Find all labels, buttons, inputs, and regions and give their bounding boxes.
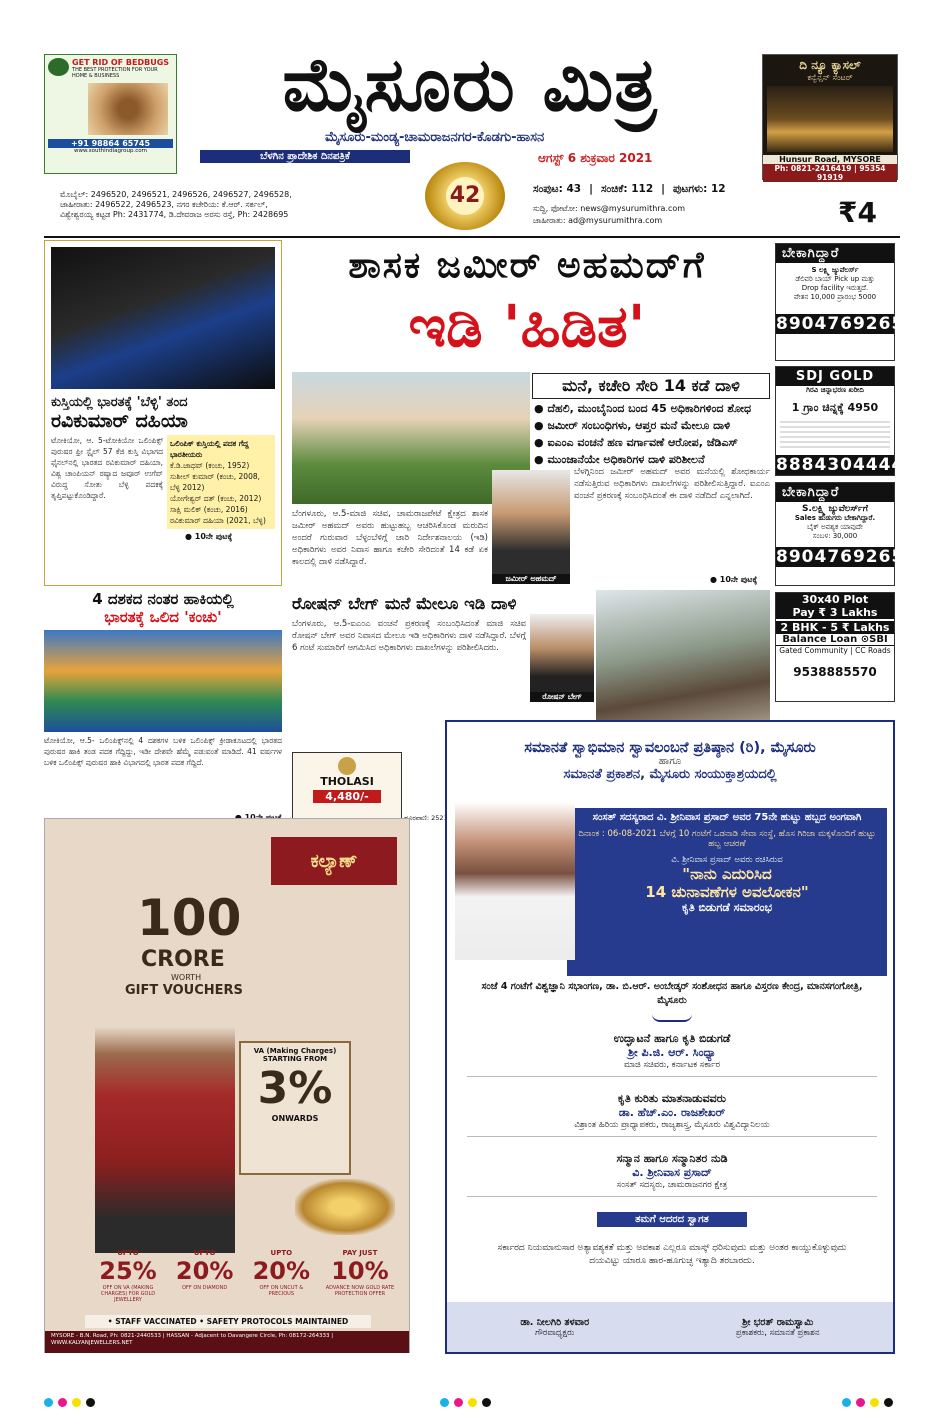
contact-line-1: ಮೊಬೈಲ್: 2496520, 2496521, 2496526, 2496527, 2496528,	[60, 190, 292, 199]
classified-line: ಬೈಕ್ ಅವಶ್ಯಕ ಯಾವುದೇ	[807, 523, 863, 531]
tholasi-phone: ದೂರವಾಣಿ:	[404, 814, 430, 822]
lead-bullet: ● ಮುಂಜಾನೆಯೇ ಅಧಿಕಾರಿಗಳ ದಾಳಿ ಪರಿಶೀಲನೆ	[534, 453, 705, 466]
lead-continued[interactable]: ● 10ನೇ ಪುಟಕ್ಕೆ	[710, 575, 758, 584]
classified-line: ಡೆಲಿವರಿ ಬಾಯ್ Pick up ಮತ್ತು	[795, 275, 875, 283]
lead-headline: ಇಡಿ 'ಹಿಡಿತ'	[408, 292, 646, 360]
classified-head: ಬೇಕಾಗಿದ್ದಾರೆ	[776, 483, 894, 502]
castle-name: ದಿ ನ್ಯೂ ಕ್ಯಾಸಲ್	[799, 58, 861, 72]
classified-phone[interactable]: 8904769265	[776, 547, 905, 567]
zameer-caption: ಜಮೀರ್ ಅಹಮದ್	[492, 574, 570, 584]
invite-venue: ಸಂಜೆ 4 ಗಂಟೆಗೆ ವಿಶ್ವಜ್ಞಾನಿ ಸಭಾಂಗಣ, ಡಾ. ಬಿ.ಆರ್. ಅಂಬೇಡ್ಕರ್ ಸಂಶೋಧನ ಹಾಗೂ ವಿಸ್ತರಣ ಕೇಂದ್ರ, ಮಾನಸಗಂಗೋತ್ರಿ, ಮೈಸೂರು	[481, 981, 863, 1006]
lead-subhead: ಮನೆ, ಕಚೇರಿ ಸೇರಿ 14 ಕಡೆ ದಾಳಿ	[532, 373, 770, 399]
roshan-body: ಬೆಂಗಳೂರು, ಆ.5-ಐಎಂಎ ವಂಚನೆ ಪ್ರಕರಣಕ್ಕೆ ಸಂಬಂಧಿಸಿದಂತೆ ಮಾಜಿ ಸಚಿವ ರೋಷನ್ ಬೇಗ್ ಅವರ ನಿವಾಸದ ಮೇಲೂ ಇಡಿ ಅಧಿಕಾರಿಗಳು ದಾಳಿ ನಡೆಸಿದ್ದಾರೆ. ಬೆಳಗ್ಗೆ 6 ಗಂಟೆ ಸುಮಾರಿಗೆ ಆಗಮಿಸಿದ ಅಧಿಕಾರಿಗಳು ದಾಖಲೆಗಳನ್ನು ಪರಿಶೀಲಿಸಿದರು.	[292, 619, 526, 653]
anniversary-number: 42	[446, 177, 484, 215]
invite-occasion: ಸಂಸತ್ ಸದಸ್ಯರಾದ ವಿ. ಶ್ರೀನಿವಾಸ ಪ್ರಸಾದ್ ಅವರ 75ನೇ ಹುಟ್ಟು ಹಬ್ಬದ ಅಂಗವಾಗಿ	[592, 812, 862, 823]
classified-3[interactable]	[775, 482, 905, 586]
section-role: ಕೃತಿ ಕುರಿತು ಮಾತನಾಡುವವರು	[617, 1092, 727, 1105]
invite-and: ಹಾಗೂ	[658, 756, 682, 767]
lead-body-2: ಬೆಳಗ್ಗಿನಿಂದ ಜಮೀರ್ ಅಹಮದ್ ಅವರ ಮನೆಯಲ್ಲಿ ಶೋಧಕಾರ್ಯ ನಡೆಸುತ್ತಿರುವ ಅಧಿಕಾರಿಗಳು ದಾಖಲೆಗಳನ್ನು ಪರಿಶೀಲಿಸುತ್ತಿದ್ದಾರೆ. ಐಎಂಎ ವಂಚನೆ ಪ್ರಕರಣಕ್ಕೆ ಸಂಬಂಧಿಸಿದಂತೆ ಈ ದಾಳಿ ನಡೆದಿದೆ ಎನ್ನಲಾಗಿದೆ.	[574, 467, 770, 501]
classified-line: Drop facility ಇರುತ್ತದೆ.	[801, 284, 869, 292]
plot-line4: Balance Loan ⊙SBI	[782, 634, 888, 645]
ad-bedbugs[interactable]	[44, 54, 177, 174]
bangles-image	[295, 1179, 395, 1235]
volume: ಸಂಪುಟ: 43	[533, 183, 582, 195]
model-photo	[95, 1027, 235, 1253]
hockey-photo	[44, 630, 282, 732]
kalyan-footer: MYSORE - B.N. Road, Ph: 0821-2440533 | HASSAN - Adjacent to Davangere Circle, Ph: 08172-264333 | WWW.KALYANJEWELLERS.NET	[45, 1331, 409, 1353]
kalyan-safety: • STAFF VACCINATED • SAFETY PROTOCOLS MAINTAINED	[85, 1315, 371, 1328]
ad-tholasi[interactable]	[292, 752, 402, 828]
invite-band	[567, 808, 887, 976]
masthead-tagline: ಬೆಳಗಿನ ಪ್ರಾದೇಶಿಕ ದಿನಪತ್ರಿಕೆ	[200, 150, 410, 163]
logo-icon	[48, 58, 69, 76]
registration-marks	[44, 1398, 95, 1407]
offer: UPTO 25% OFF ON VA (MAKING CHARGES) FOR GOLD JEWELLERY	[99, 1249, 157, 1303]
sport1-box	[44, 240, 282, 586]
masthead-contacts	[60, 190, 420, 220]
invite-welcome: ತಮಗೆ ಆದರದ ಸ್ವಾಗತ	[597, 1212, 747, 1227]
classified-line: ಸಂಬಳ: 30,000	[812, 532, 858, 540]
classified-line: S.ಲಕ್ಷ್ಮಿ ಜ್ಯುವೆಲರ್ಸ್‌ಗೆ	[802, 504, 868, 514]
sport2-headline1: 4 ದಶಕದ ನಂತರ ಹಾಕಿಯಲ್ಲಿ	[92, 590, 234, 608]
lead-bullet: ● ಜಮೀರ್ ಸಂಬಂಧಿಗಳು, ಆಪ್ತರ ಮನೆ ಮೇಲೂ ದಾಳಿ	[534, 419, 731, 432]
classified-head: SDJ GOLD	[776, 367, 894, 386]
invite-footer	[447, 1302, 893, 1352]
section-desc: ಸಂಸತ್ ಸದಸ್ಯರು, ಚಾಮರಾಜನಗರ ಕ್ಷೇತ್ರ	[616, 1180, 728, 1190]
ad-kalyan[interactable]	[44, 818, 410, 1353]
ad-new-castle[interactable]	[762, 54, 898, 180]
classified-line: Sales ಹುಡುಗರು ಬೇಕಾಗಿದ್ದಾರೆ.	[794, 514, 876, 522]
invite-datetime: ದಿನಾಂಕ : 06-08-2021 ಬೆಳಗ್ಗೆ 10 ಗಂಟೆಗೆ ಒಡನಾಡಿ ಸೇವಾ ಸಂಸ್ಥೆ, ಹೊಸ ಗಿರಿಜಾ ಮಕ್ಕಳೊಂದಿಗೆ ಹುಟ್ಟು ಹಬ್ಬ ಆಚರಣೆ	[578, 829, 876, 849]
masthead-subtitle: ಮೈಸೂರು-ಮಂಡ್ಯ-ಚಾಮರಾಜನಗರ-ಕೊಡಗು-ಹಾಸನ	[325, 130, 545, 145]
medal-item: ಸಾಕ್ಷಿ ಮಲಿಕ್ (ಕಂಚು, 2016)	[170, 505, 248, 514]
sig1-role: ಗೌರವಾಧ್ಯಕ್ಷರು	[535, 1327, 575, 1338]
plot-line5: Gated Community | CC Roads	[776, 645, 894, 655]
masthead-title: ಮೈಸೂರು ಮಿತ್ರ	[282, 42, 658, 128]
invite-section	[467, 1092, 877, 1137]
classified-line: ವೇತನ 10,000 ಪ್ರಾರಂಭ 5000	[793, 293, 877, 301]
va-box	[239, 1041, 351, 1175]
classified-1[interactable]	[775, 243, 905, 361]
classified-line: 1 ಗ್ರಾಂ ಚಿನ್ನಕ್ಕೆ 4950	[791, 401, 879, 414]
invitation	[445, 720, 895, 1354]
offers-row	[95, 1249, 395, 1303]
classified-line: S ಲಕ್ಷ್ಮಿ ಜ್ಯುವೆಲರ್ಸ್	[811, 266, 859, 274]
lead-bullet: ● ಐಎಂಎ ವಂಚನೆ ಹಣ ವರ್ಗಾವಣೆ ಆರೋಪ, ಜೆಡಿಎಸ್	[534, 436, 738, 449]
invite-note: ಸರ್ಕಾರದ ನಿಯಮಾನುಸಾರ ಅತ್ಯಾವಶ್ಯಕತೆ ಮತ್ತು ಅವಕಾಶ ಎಲ್ಲರೂ ಮಾಸ್ಕ್ ಧರಿಸುವುದು ಮತ್ತು ಅಂತರ ಕಾಯ್ದುಕೊಳ್ಳುವುದು ದಯವಿಟ್ಟು ಯಾರೂ ಹಾರ-ಹೂಗುಚ್ಛ ಇತ್ಯಾದಿ ತರಬಾರದು.	[497, 1243, 847, 1266]
plot-line2: Pay ₹ 3 Lakhs	[776, 606, 894, 619]
kalyan-gift: GIFT VOUCHERS	[125, 983, 243, 998]
sdj-detail	[780, 421, 890, 449]
va-value: 3%	[257, 1063, 333, 1114]
wrestler-photo	[51, 247, 275, 389]
invite-section	[467, 1152, 877, 1197]
ad-bedbugs-sub: THE BEST PROTECTION FOR YOUR HOME & BUSINESS	[72, 67, 158, 79]
roshan-headline: ರೋಷನ್ ಬೇಗ್ ಮನೆ ಮೇಲೂ ಇಡಿ ದಾಳಿ	[292, 594, 517, 613]
section-role: ಸನ್ಮಾನ ಹಾಗೂ ಸನ್ಮಾನಿತರ ನುಡಿ	[616, 1152, 728, 1165]
sport1-continued[interactable]: ● 10ನೇ ಪುಟಕ್ಕೆ	[185, 532, 233, 541]
kalyan-brand: ಕಲ್ಯಾಣ್	[310, 850, 358, 872]
classified-phone[interactable]: 8884304444	[776, 455, 905, 475]
contact-line-3: ವಿಶ್ವೇಶ್ವರಯ್ಯ ಕಟ್ಟಡ Ph: 2431774, ಡಿ.ದೇವರಾಜ ಅರಸು ರಸ್ತೆ, Ph: 2428695	[60, 210, 289, 219]
ad-bedbugs-phone: +91 98864 65745	[48, 139, 173, 148]
offer: UPTO 20% OFF ON UNCUT & PRECIOUS	[252, 1249, 311, 1297]
plot-line1: 30x40 Plot	[776, 593, 894, 606]
registration-marks	[440, 1398, 491, 1407]
sport1-headline1: ಕುಸ್ತಿಯಲ್ಲಿ ಭಾರತಕ್ಕೆ 'ಬೆಳ್ಳಿ' ತಂದ	[51, 395, 188, 410]
classified-2[interactable]	[775, 366, 905, 476]
ad-email: ಜಾಹೀರಾತು: ad@mysurumithra.com	[533, 216, 663, 225]
medal-item: ಸುಶೀಲ್ ಕುಮಾರ್ (ಕಂಚು, 2008, ಬೆಳ್ಳಿ 2012)	[170, 472, 261, 492]
medal-item: ಯೋಗೇಶ್ವರ್ ದತ್ (ಕಂಚು, 2012)	[170, 494, 262, 503]
kalyan-crore: CRORE	[141, 947, 225, 972]
invite-org2: ಸಮಾನತೆ ಪ್ರಕಾಶನ, ಮೈಸೂರು ಸಂಯುಕ್ತಾಶ್ರಯದಲ್ಲಿ	[563, 767, 777, 782]
invite-divider-icon	[652, 1014, 692, 1022]
medal-item: ರವಿಕುಮಾರ್ ದಹಿಯಾ (2021, ಬೆಳ್ಳಿ)	[170, 516, 266, 525]
lead-kicker: ಶಾಸಕ ಜಮೀರ್ ಅಹಮದ್‌ಗೆ	[348, 245, 706, 286]
invite-book-title1: "ನಾನು ಎದುರಿಸಿದ	[682, 865, 772, 883]
va-onwards: ONWARDS	[271, 1114, 319, 1123]
sig1-name: ಡಾ. ನೀಲಗಿರಿ ತಳವಾರ	[520, 1316, 590, 1328]
medal-box	[167, 435, 275, 529]
section-name: ವಿ. ಶ್ರೀನಿವಾಸ ಪ್ರಸಾದ್	[632, 1166, 712, 1179]
bedbug-image	[88, 83, 168, 135]
section-name: ಡಾ. ಹೆಚ್.ಎಂ. ರಾಜಶೇಖರ್	[618, 1106, 726, 1119]
invite-org: ಸಮಾನತೆ ಸ್ವಾಭಿಮಾನ ಸ್ವಾವಲಂಬನೆ ಪ್ರತಿಷ್ಠಾನ (ರಿ), ಮೈಸೂರು	[524, 740, 816, 756]
pages: ಪುಟಗಳು: 12	[673, 183, 726, 195]
castle-phone: Ph: 0821-2416419 | 95354 91919	[763, 164, 897, 182]
medal-title: ಒಲಿಂಪಿಕ್ ಕುಸ್ತಿಯಲ್ಲಿ ಪದಕ ಗೆದ್ದ ಭಾರತೀಯರು	[170, 439, 249, 459]
offer: PAY JUST 10% ADVANCE NOW GOLD RATE PROTECTION OFFER	[325, 1249, 395, 1297]
ad-bedbugs-web: www.southindiagroup.com	[74, 148, 147, 154]
sig2-name: ಶ್ರೀ ಭರತ್ ರಾಮಸ್ವಾಮಿ	[742, 1316, 814, 1328]
va-label: VA (Making Charges) STARTING FROM	[253, 1047, 337, 1063]
section-desc: ವಿಶ್ರಾಂತ ಹಿರಿಯ ಪ್ರಾಧ್ಯಾಪಕರು, ರಾಜ್ಯಶಾಸ್ತ್ರ, ಮೈಸೂರು ವಿಶ್ವವಿದ್ಯಾನಿಲಯ	[574, 1120, 770, 1130]
invite-book-title2: 14 ಚುನಾವಣೆಗಳ ಅವಲೋಕನ"	[645, 883, 809, 901]
classified-head: ಬೇಕಾಗಿದ್ದಾರೆ	[776, 244, 894, 263]
classified-phone[interactable]: 8904769265	[776, 314, 905, 334]
kalyan-worth: WORTH	[171, 973, 202, 982]
plot-phone[interactable]: 9538885570	[793, 665, 877, 679]
offer: UPTO 20% OFF ON DIAMOND	[175, 1249, 234, 1291]
masthead-date: ಆಗಸ್ಟ್ 6 ಶುಕ್ರವಾರ 2021	[538, 151, 653, 165]
issue-info: ಸಂಪುಟ: 43 | ಸಂಚಿಕೆ: 112 | ಪುಟಗಳು: 12	[533, 183, 726, 195]
tholasi-name: THOLASI	[320, 775, 374, 788]
issue: ಸಂಚಿಕೆ: 112	[600, 183, 654, 195]
sport1-headline2: ರವಿಕುಮಾರ್ ದಹಿಯಾ	[51, 410, 188, 432]
section-desc: ಮಾಜಿ ಸಚಿವರು, ಕರ್ನಾಟಕ ಸರ್ಕಾರ	[623, 1060, 721, 1070]
lead-body: ಬೆಂಗಳೂರು, ಆ.5-ಮಾಜಿ ಸಚಿವ, ಚಾಮರಾಜಪೇಟೆ ಕ್ಷೇತ್ರದ ಶಾಸಕ ಜಮೀರ್ ಅಹಮದ್ ಅವರು ಹುಟ್ಟುಹಬ್ಬ ಆಚರಿಸಿಕೊಂಡ ಮರುದಿನ ಅಂದರೆ ಗುರುವಾರ ಬೆಳ್ಳಂಬೆಳಿಗ್ಗೆ ಜಾರಿ ನಿರ್ದೇಶನಾಲಯ (ಇಡಿ) ಅಧಿಕಾರಿಗಳು ಅವರ ನಿವಾಸ ಹಾಗೂ ಕಚೇರಿ ಸೇರಿದಂತೆ 14 ಕಡೆ ಏಕ ಕಾಲದಲ್ಲಿ ದಾಳಿ ನಡೆಸಿದ್ದಾರೆ.	[292, 509, 488, 567]
sport1-body: ಟೋಕಿಯೋ, ಆ. 5-ಟೋಕಿಯೋ ಒಲಿಂಪಿಕ್ಸ್ ಪುರುಷರ ಫ್ರೀ ಸ್ಟೈಲ್ 57 ಕೆಜಿ ಕುಸ್ತಿ ವಿಭಾಗದ ಫೈನಲ್‌ನಲ್ಲಿ ಭಾರತದ ರವಿಕುಮಾರ್ ದಹಿಯಾ, ವಿಶ್ವ ಚಾಂಪಿಯನ್ ರಷ್ಯಾದ ಜವೂರ್ ಉಗೆವ್ ವಿರುದ್ಧ ಸೋತು ಬೆಳ್ಳಿ ಪದಕಕ್ಕೆ ತೃಪ್ತಿಪಟ್ಟುಕೊಂಡಿದ್ದಾರೆ.	[51, 436, 163, 500]
news-email: ಸುದ್ದಿ, ಫೋಟೋ: news@mysurumithra.com	[533, 204, 686, 213]
invite-book-release: ಕೃತಿ ಬಿಡುಗಡೆ ಸಮಾರಂಭ	[681, 901, 773, 914]
classified-line: ಗಿರವಿ ಚಿನ್ನಾಭರಣ ಖರೀದಿ	[806, 386, 864, 394]
prasad-photo	[455, 802, 575, 960]
invite-section	[467, 1032, 877, 1077]
roshan-caption: ರೋಷನ್ ಬೇಗ್	[530, 692, 594, 702]
castle-address: Hunsur Road, MYSORE	[763, 155, 897, 164]
roshan-photo	[530, 614, 594, 692]
masthead-rule	[44, 236, 900, 238]
tholasi-price: 4,480/-	[313, 790, 381, 803]
sig2-role: ಪ್ರಕಾಶಕರು, ಸಮಾನತೆ ಪ್ರಕಾಶನ	[735, 1327, 820, 1338]
section-name: ಶ್ರೀ ಪಿ.ಜಿ. ಆರ್. ಸಿಂಧ್ಯಾ	[627, 1046, 716, 1059]
sport2-headline2: ಭಾರತಕ್ಕೆ ಒಲಿದ 'ಕಂಚು'	[104, 608, 222, 626]
kalyan-100: 100	[137, 889, 242, 947]
castle-image	[767, 86, 893, 152]
contact-line-2: ಜಾಹೀರಾತು: 2496522, 2496523, ನಗರ ಕಚೇರಿಯ: ಕೆ.ಆರ್. ಸರ್ಕಲ್,	[60, 200, 268, 209]
section-role: ಉದ್ಘಾಟನೆ ಹಾಗೂ ಕೃತಿ ಬಿಡುಗಡೆ	[613, 1032, 731, 1045]
lead-bullet: ● ದೆಹಲಿ, ಮುಂಬೈನಿಂದ ಬಂದ 45 ಅಧಿಕಾರಿಗಳಿಂದ ಶೋಧ	[534, 402, 752, 415]
lead-bullets	[534, 400, 770, 468]
castle-sub: ಕನ್ವೆನ್ಷನ್ ಸೆಂಟರ್	[807, 73, 853, 82]
medal-item: ಕೆ.ಡಿ.ಜಾಧವ್ (ಕಂಚು, 1952)	[170, 461, 250, 470]
sport2-body: ಟೋಕಿಯೋ, ಆ.5- ಒಲಿಂಪಿಕ್ಸ್‌ನಲ್ಲಿ 4 ದಶಕಗಳ ಬಳಿಕ ಒಲಿಂಪಿಕ್ಸ್ ಕ್ರೀಡಾಕೂಟದಲ್ಲಿ ಭಾರತದ ಪುರುಷರ ಹಾಕಿ ತಂಡ ಪದಕ ಗೆದ್ದಿದ್ದು, ಇಡೀ ದೇಶವೇ ಹೆಮ್ಮೆ ಪಡುವಂತೆ ಮಾಡಿದೆ. 41 ವರ್ಷಗಳ ಬಳಿಕ ಒಲಿಂಪಿಕ್ಸ್ ಪುರುಷರ ಹಾಕಿ ವಿಭಾಗದಲ್ಲಿ ಭಾರತ ಪದಕ ಗೆದ್ದಿದೆ.	[44, 736, 282, 767]
ad-plot[interactable]	[775, 592, 895, 702]
plot-line3: 2 BHK - 5 ₹ Lakhs	[776, 621, 894, 634]
tholasi-logo-icon	[338, 757, 356, 775]
anniversary-badge	[425, 162, 505, 230]
sport2-block	[44, 590, 282, 830]
zameer-photo	[492, 470, 570, 578]
registration-marks	[842, 1398, 893, 1407]
invite-book-intro: ವಿ. ಶ್ರೀನಿವಾಸ ಪ್ರಸಾದ್ ಅವರು ರಚಿಸಿರುವ	[671, 855, 783, 865]
ad-bedbugs-headline: GET RID OF BEDBUGS	[72, 58, 170, 67]
price: ₹4	[838, 196, 877, 229]
kalyan-logo	[271, 837, 397, 885]
